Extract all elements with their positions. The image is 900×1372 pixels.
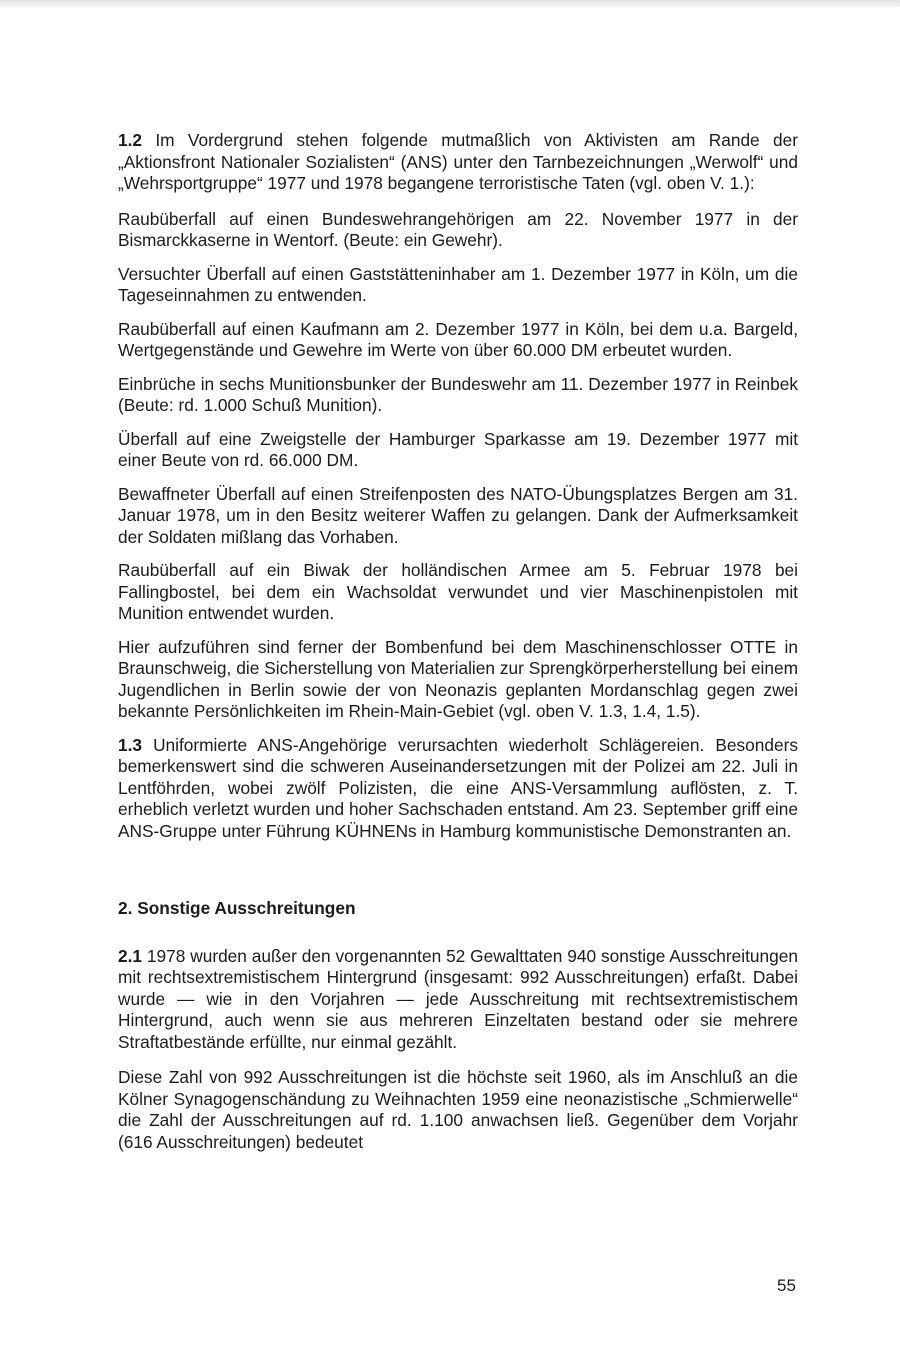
incident-paragraph: Einbrüche in sechs Munitionsbunker der Bundeswehr am 11. Dezember 1977 in Reinbek (Beute: rd. 1.000 Schuß Munition). <box>118 373 798 415</box>
incident-paragraph: Raubüberfall auf ein Biwak der holländischen Armee am 5. Februar 1978 bei Fallingbostel, bei dem ein Wachsoldat verwundet und vier Maschinenpistolen mit Munition entwendet wurden. <box>118 560 798 623</box>
incident-paragraph: Hier aufzuführen sind ferner der Bombenfund bei dem Maschinenschlosser OTTE in Braunschweig, die Sicherstellung von Materialien zur Sprengkörperherstellung bei einem Jugendlichen in Berlin sowie der von Neonazis geplanten Mordanschlag gegen zwei bekannte Persönlichkeiten im Rhein-Main-Gebiet (vgl. oben V. 1.3, 1.4, 1.5). <box>118 636 798 721</box>
section-number: 2.1 <box>118 945 143 966</box>
section-2-1-paragraph <box>118 946 798 1054</box>
incident-paragraph: Versuchter Überfall auf einen Gaststätteninhaber am 1. Dezember 1977 in Köln, um die Tageseinnahmen zu entwenden. <box>118 263 798 305</box>
incident-paragraph: Raubüberfall auf einen Bundeswehrangehörigen am 22. November 1977 in der Bismarckkaserne in Wentorf. (Beute: ein Gewehr). <box>118 208 798 250</box>
section-heading: 2. Sonstige Ausschreitungen <box>118 898 356 918</box>
closing-paragraph: Diese Zahl von 992 Ausschreitungen ist die höchste seit 1960, als im Anschluß an die Kölner Synagogenschändung zu Weihnachten 1959 eine neonazistische „Schmierwelle“ die Zahl der Ausschreitungen auf rd. 1.100 anwachsen ließ. Gegenüber dem Vorjahr (616 Ausschreitungen) bedeutet <box>118 1067 798 1152</box>
section-text: Uniformierte ANS-Angehörige verursachten wiederholt Schlägereien. Besonders bemerkenswert sind die schweren Auseinandersetzungen mit der Polizei am 22. Juli in Lentföhrden, wobei zwölf Polizisten, die eine ANS-Versammlung auflösten, z. T. erheblich verletzt wurden und hoher Sachschaden entstand. Am 23. September griff eine ANS-Gruppe unter Führung KÜHNENs in Hamburg kommunistische Demonstranten an. <box>118 734 798 841</box>
section-text: 1978 wurden außer den vorgenannten 52 Gewalttaten 940 sonstige Ausschreitungen mit rechtsextremistischem Hintergrund (insgesamt: 992 Ausschreitungen) erfaßt. Dabei wurde — wie in den Vorjahren — jede Ausschreitung mit rechtsextremistischem Hintergrund, auch wenn sie aus mehreren Einzeltaten bestand oder sie mehrere Straftatbestände erfüllte, nur einmal gezählt. <box>118 945 798 1052</box>
section-number: 1.2 <box>118 130 143 150</box>
section-1-3-paragraph <box>118 735 798 843</box>
scan-edge <box>0 0 900 7</box>
section-text: Im Vordergrund stehen folgende mutmaßlich von Aktivisten am Rande der „Aktionsfront Nationaler Sozialisten“ (ANS) unter den Tarnbezeichnungen „Werwolf“ und „Wehrsportgruppe“ 1977 und 1978 begangene terroristische Taten (vgl. oben V. 1.): <box>118 130 798 193</box>
page-number: 55 <box>777 1276 796 1295</box>
section-1-2-paragraph <box>118 130 798 195</box>
document-page <box>118 130 798 1165</box>
incident-paragraph: Raubüberfall auf einen Kaufmann am 2. Dezember 1977 in Köln, bei dem u.a. Bargeld, Wertgegenstände und Gewehre im Werte von über 60.000 DM erbeutet wurden. <box>118 318 798 360</box>
incident-paragraph: Überfall auf eine Zweigstelle der Hamburger Sparkasse am 19. Dezember 1977 mit einer Beute von rd. 66.000 DM. <box>118 428 798 470</box>
section-number: 1.3 <box>118 734 143 755</box>
incident-paragraph: Bewaffneter Überfall auf einen Streifenposten des NATO-Übungsplatzes Bergen am 31. Januar 1978, um in den Besitz weiterer Waffen zu gelangen. Dank der Aufmerksamkeit der Soldaten mißlang das Vorhaben. <box>118 483 798 547</box>
